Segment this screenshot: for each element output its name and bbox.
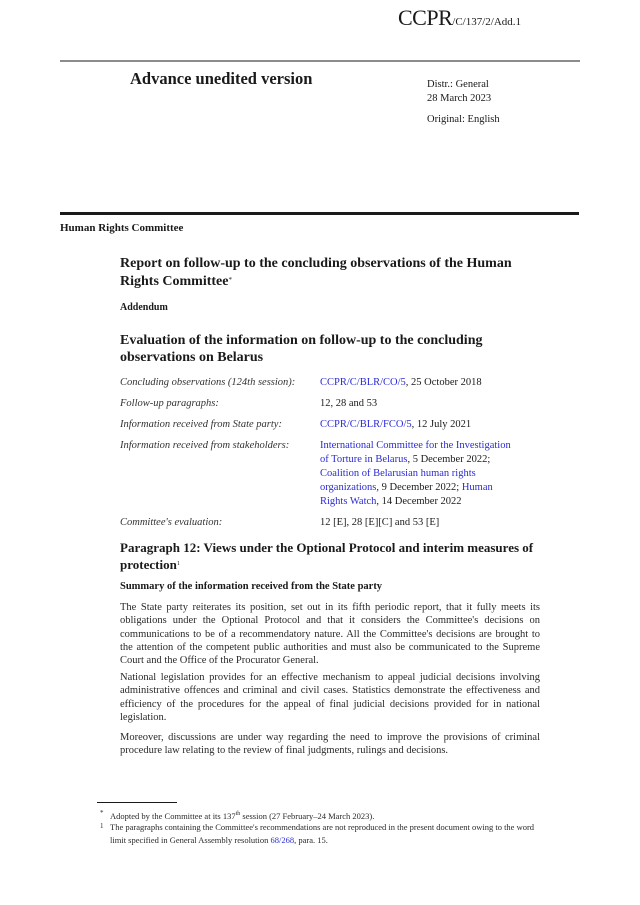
distribution-block [427,78,491,106]
info-label: Committee's evaluation: [120,517,223,528]
link-concluding-observations[interactable]: CCPR/C/BLR/CO/5 [320,377,406,388]
link-coalition[interactable]: Coalition of Belarusian human rights organizations [320,468,476,493]
footnote-ref-star[interactable]: * [228,276,232,284]
report-title-text: Report on follow-up to the concluding observations of the Human Rights Committee [120,256,512,289]
distribution: Distr.: General [427,79,489,90]
original-language: Original: English [427,114,500,125]
body-paragraph: Moreover, discussions are under way regarding the need to improve the provisions of criminal procedure law relating to the review of final judgments, rulings and decisions. [120,732,540,757]
info-label: Follow-up paragraphs: [120,398,219,409]
symbol-main: CCPR [398,5,453,30]
footnote-mark: * [100,809,104,817]
paragraph-12-title: Paragraph 12: Views under the Optional Protocol and interim measures of protection$^1$ [120,540,534,572]
info-row-evaluation [120,516,540,530]
version-status: Advance unedited version [130,69,313,88]
info-row-follow-up-paragraphs [120,397,540,411]
footnote-mark: 1 [100,822,104,830]
info-value: 12, 28 and 53 [320,398,378,409]
info-value: 12 [E], 28 [E][C] and 53 [E] [320,517,440,528]
info-table [120,376,540,537]
evaluation-title: Evaluation of the information on follow-up to the concluding observations on Belarus [120,333,483,365]
info-row-stakeholders [120,439,540,509]
document-date: 28 March 2023 [427,93,492,104]
symbol-suffix: /C/137/2/Add.1 [452,16,522,28]
footnote-1: 1 The paragraphs containing the Committee's recommendations are not reproduced in the present document owing to the word limit specified in General Assembly resolution 68/268, para. 15. [100,822,535,845]
body-paragraph: The State party reiterates its position, set out in its fifth periodic report, that it fully meets its obligations under the Optional Protocol and that it considers the Committee's decisions on communications to be of a recommendatory nature. All the Committee's decisions are brought to the attention of the competent public authorities and must also be communicated to the Supreme Court and the Office of the Procurator General. [120,602,540,667]
summary-heading: Summary of the information received from the State party [120,581,383,592]
info-label: Concluding observations (124th session): [120,377,296,388]
info-row-state-party [120,418,540,432]
header-rule [60,60,580,62]
body-paragraph: National legislation provides for an effective mechanism to appeal judicial decisions involving administrative offences and criminal and civil cases. Statistics demonstrate the effectiveness and efficiency of the procedures for the appeal of final judicial decisions provided for in national legislation. [120,672,540,723]
body-name: Human Rights Committee [60,222,184,234]
info-label: Information received from State party: [120,419,282,430]
document-symbol [398,5,521,31]
footnote-separator [97,802,177,803]
link-state-party-report[interactable]: CCPR/C/BLR/FCO/5 [320,419,412,430]
info-value: CCPR/C/BLR/CO/5, 25 October 2018 [320,377,482,388]
link-icitb[interactable]: International Committee for the Investigation of Torture in Belarus [320,440,511,465]
link-hrw[interactable]: Human Rights Watch [320,482,493,507]
addendum-label: Addendum [120,302,168,313]
info-value: International Committee for the Investigation of Torture in Belarus, 5 December 2022; Coalition of Belarusian human rights organizations, 9 December 2022; Human Rights Watch, 14 December 2022 [320,440,511,507]
link-resolution-68-268[interactable]: 68/268 [270,835,295,845]
body-rule [60,212,579,215]
info-label: Information received from stakeholders: [120,440,290,451]
footnote-ref-1[interactable]: 1 [176,561,180,567]
footnote-star: * Adopted by the Committee at its 137th session (27 February–24 March 2023). [100,809,375,821]
info-row-concluding-observations [120,376,540,390]
info-value: CCPR/C/BLR/FCO/5, 12 July 2021 [320,419,472,430]
report-title [120,256,540,290]
